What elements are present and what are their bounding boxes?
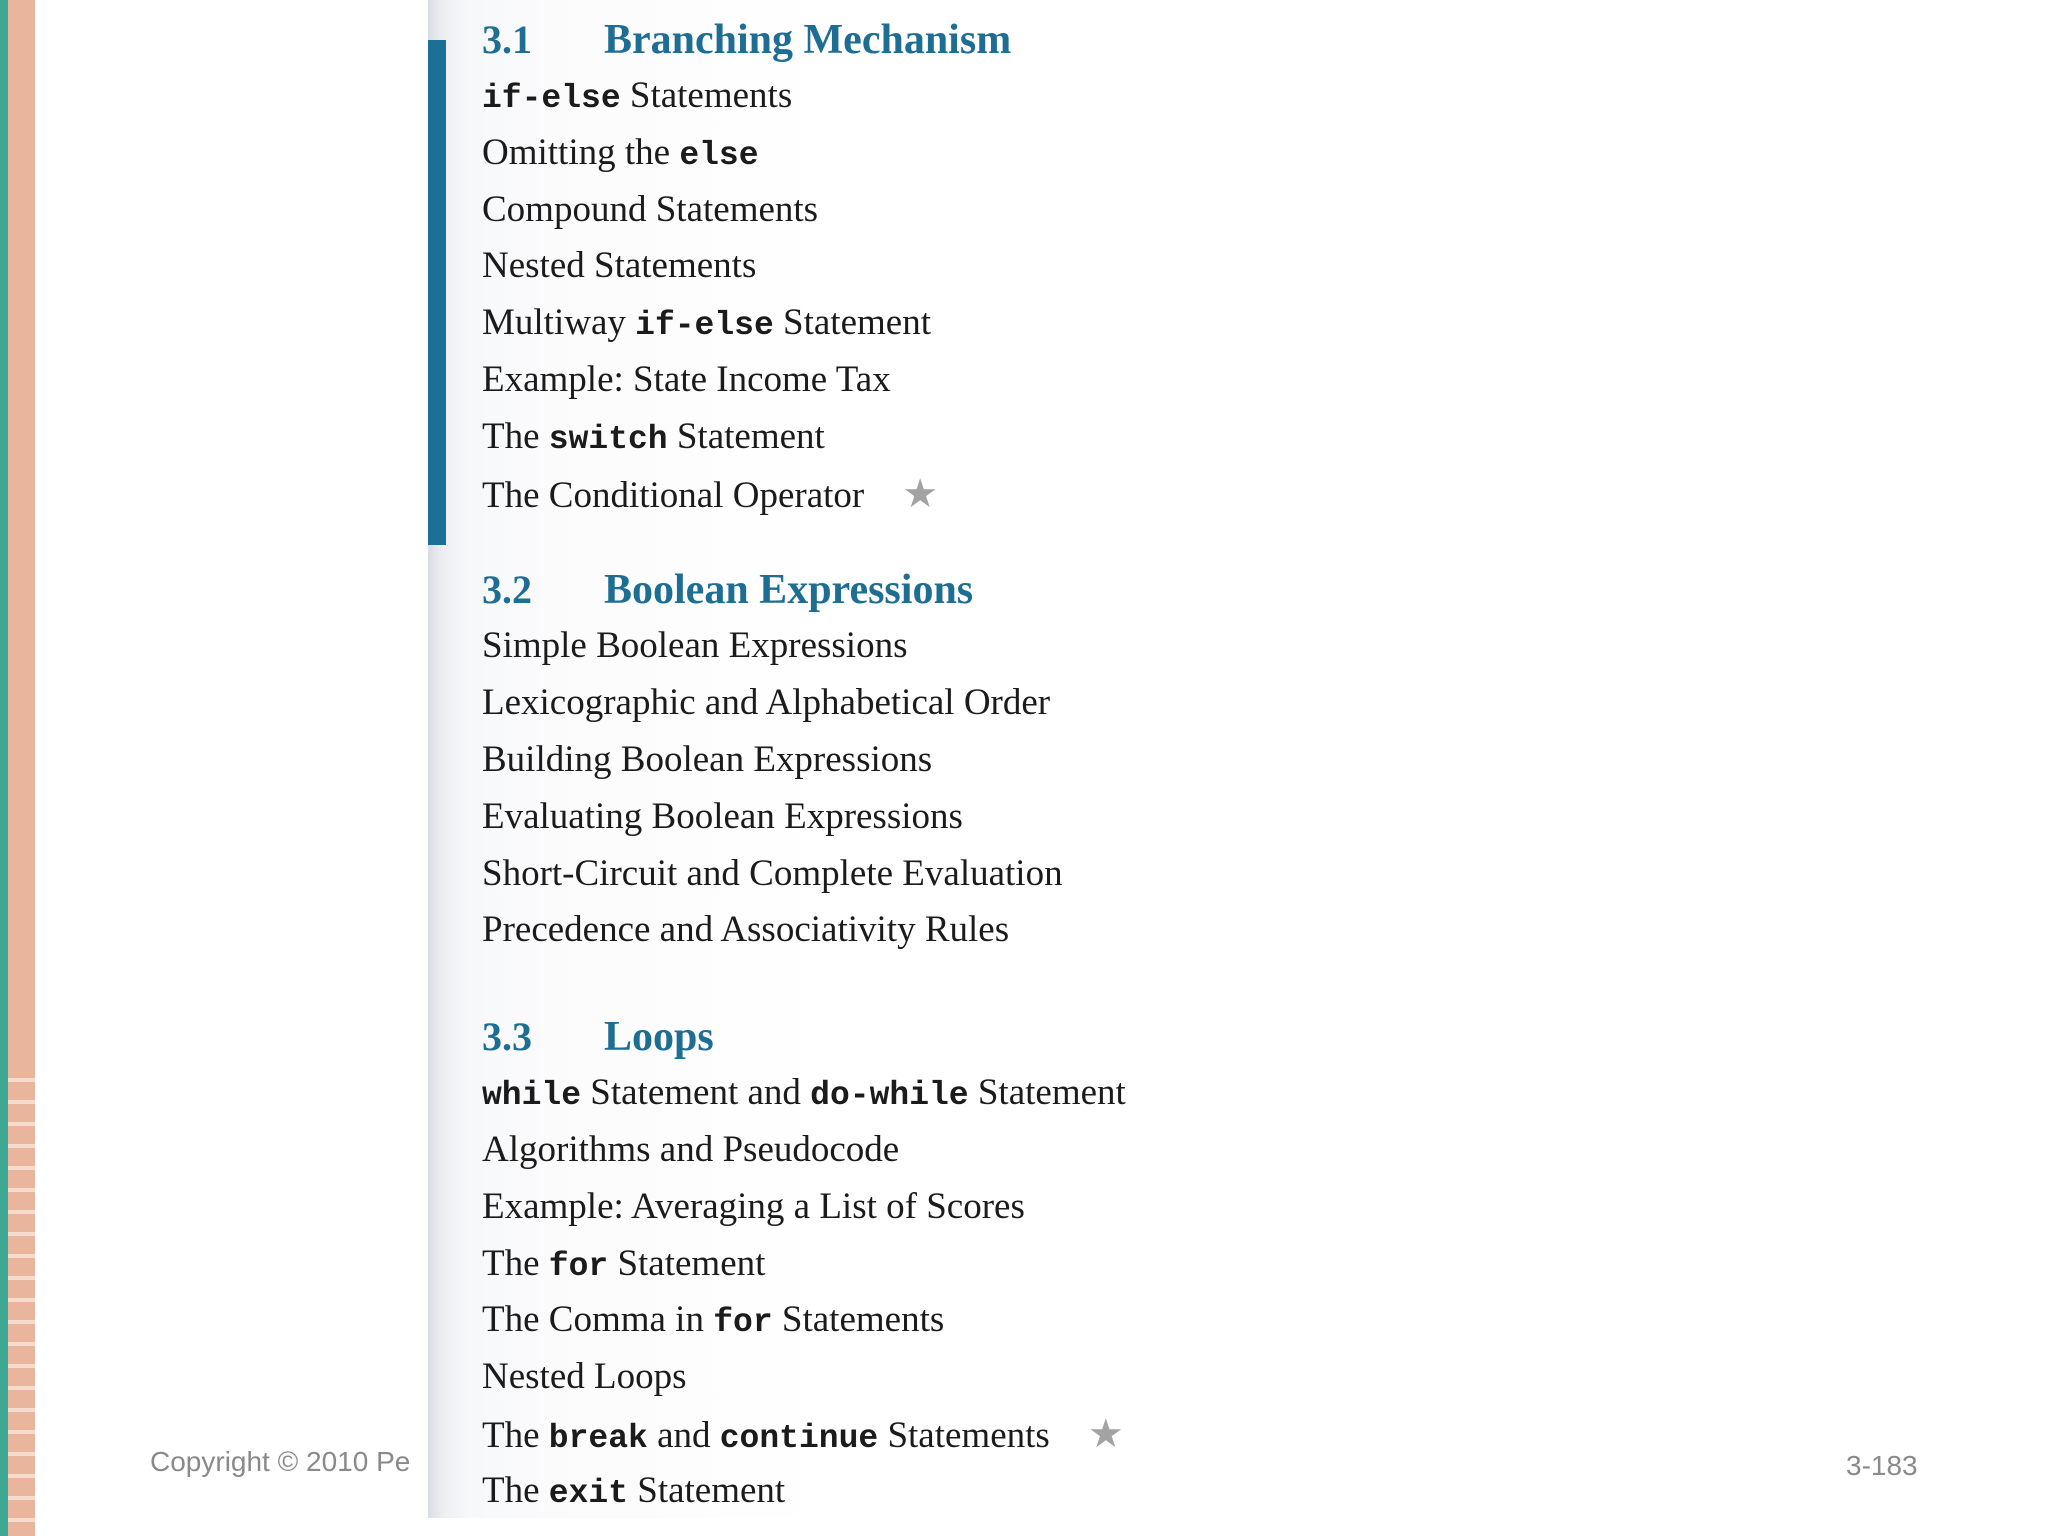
item-code: break xyxy=(548,1419,648,1457)
item-text: Statement xyxy=(628,1469,786,1511)
item-text: Precedence and Associativity Rules xyxy=(482,909,1010,951)
item-text: The Conditional Operator xyxy=(482,474,865,516)
toc-item xyxy=(482,238,1982,295)
item-text: Compound Statements xyxy=(482,188,819,230)
item-text: Statements xyxy=(772,1299,945,1341)
toc-item xyxy=(482,675,1982,732)
section-number: 3.2 xyxy=(482,567,532,613)
item-text: Statements xyxy=(620,75,793,116)
item-text: Example: Averaging a List of Scores xyxy=(482,1185,1025,1227)
section-number: 3.1 xyxy=(482,17,532,62)
toc-item xyxy=(482,732,1982,789)
item-text: Omitting the xyxy=(482,131,680,173)
toc-item xyxy=(482,1406,1982,1463)
item-code: do-while xyxy=(810,1077,969,1115)
toc-item xyxy=(482,1463,1982,1520)
item-text: The xyxy=(482,415,549,457)
item-text: Statement xyxy=(667,415,825,457)
toc-item xyxy=(482,182,1982,239)
toc-item xyxy=(482,466,1982,523)
item-text: Lexicographic and Alphabetical Order xyxy=(482,682,1051,724)
toc-item xyxy=(482,409,1982,466)
item-text: Example: State Income Tax xyxy=(482,358,891,400)
item-code: exit xyxy=(548,1474,628,1512)
toc-item xyxy=(482,125,1982,182)
toc-item xyxy=(482,846,1982,903)
item-text: Nested Loops xyxy=(482,1356,687,1398)
section-title: Loops xyxy=(604,1014,714,1061)
table-of-contents xyxy=(482,12,1982,1520)
section-title: Boolean Expressions xyxy=(604,567,974,614)
item-text: Statement and xyxy=(581,1072,811,1114)
item-code: switch xyxy=(548,420,668,458)
toc-item xyxy=(482,618,1982,675)
page-accent-bar xyxy=(428,40,446,545)
item-text: The Comma in xyxy=(482,1299,714,1341)
item-text: and xyxy=(647,1414,720,1456)
item-text: The xyxy=(482,1469,549,1511)
item-text: Statement xyxy=(968,1072,1126,1114)
item-text: Statements xyxy=(878,1414,1050,1456)
item-text: Statement xyxy=(773,302,931,344)
item-code: if-else xyxy=(635,307,774,345)
star-icon: ★ xyxy=(1087,1410,1124,1456)
item-text: Multiway xyxy=(482,302,636,344)
item-text: Building Boolean Expressions xyxy=(482,738,933,780)
toc-item xyxy=(482,1349,1982,1406)
item-code: for xyxy=(713,1304,773,1342)
toc-item xyxy=(482,295,1982,352)
left-striped-decoration xyxy=(8,1060,35,1536)
toc-item xyxy=(482,789,1982,846)
slide-number: 3-183 xyxy=(1846,1450,1918,1481)
item-text: The xyxy=(482,1414,549,1456)
item-code: for xyxy=(548,1247,609,1285)
item-code: continue xyxy=(719,1419,879,1457)
toc-item xyxy=(482,352,1982,409)
item-code: if-else xyxy=(482,80,621,117)
item-text: Short-Circuit and Complete Evaluation xyxy=(482,852,1063,894)
star-icon: ★ xyxy=(902,470,939,516)
item-text: Nested Statements xyxy=(482,245,757,287)
item-text: Statement xyxy=(608,1242,766,1284)
item-text: The xyxy=(482,1242,549,1284)
toc-item xyxy=(482,1065,1982,1122)
toc-item xyxy=(482,902,1982,959)
left-teal-stripe xyxy=(0,0,8,1536)
item-text: Simple Boolean Expressions xyxy=(482,625,908,667)
section-heading xyxy=(482,562,1982,618)
copyright-text: Copyright © 2010 Pe xyxy=(150,1446,411,1477)
section-number: 3.3 xyxy=(482,1014,532,1060)
toc-item xyxy=(482,1179,1982,1236)
item-code: else xyxy=(679,136,759,174)
section-title: Branching Mechanism xyxy=(604,17,1012,63)
toc-item xyxy=(482,1122,1982,1179)
item-code: while xyxy=(482,1077,582,1115)
section-heading xyxy=(482,12,1982,68)
toc-item xyxy=(482,68,1982,125)
toc-item xyxy=(482,1292,1982,1349)
item-text: Algorithms and Pseudocode xyxy=(482,1128,900,1170)
item-text: Evaluating Boolean Expressions xyxy=(482,795,963,837)
toc-item xyxy=(482,1236,1982,1293)
section-heading xyxy=(482,1009,1982,1065)
